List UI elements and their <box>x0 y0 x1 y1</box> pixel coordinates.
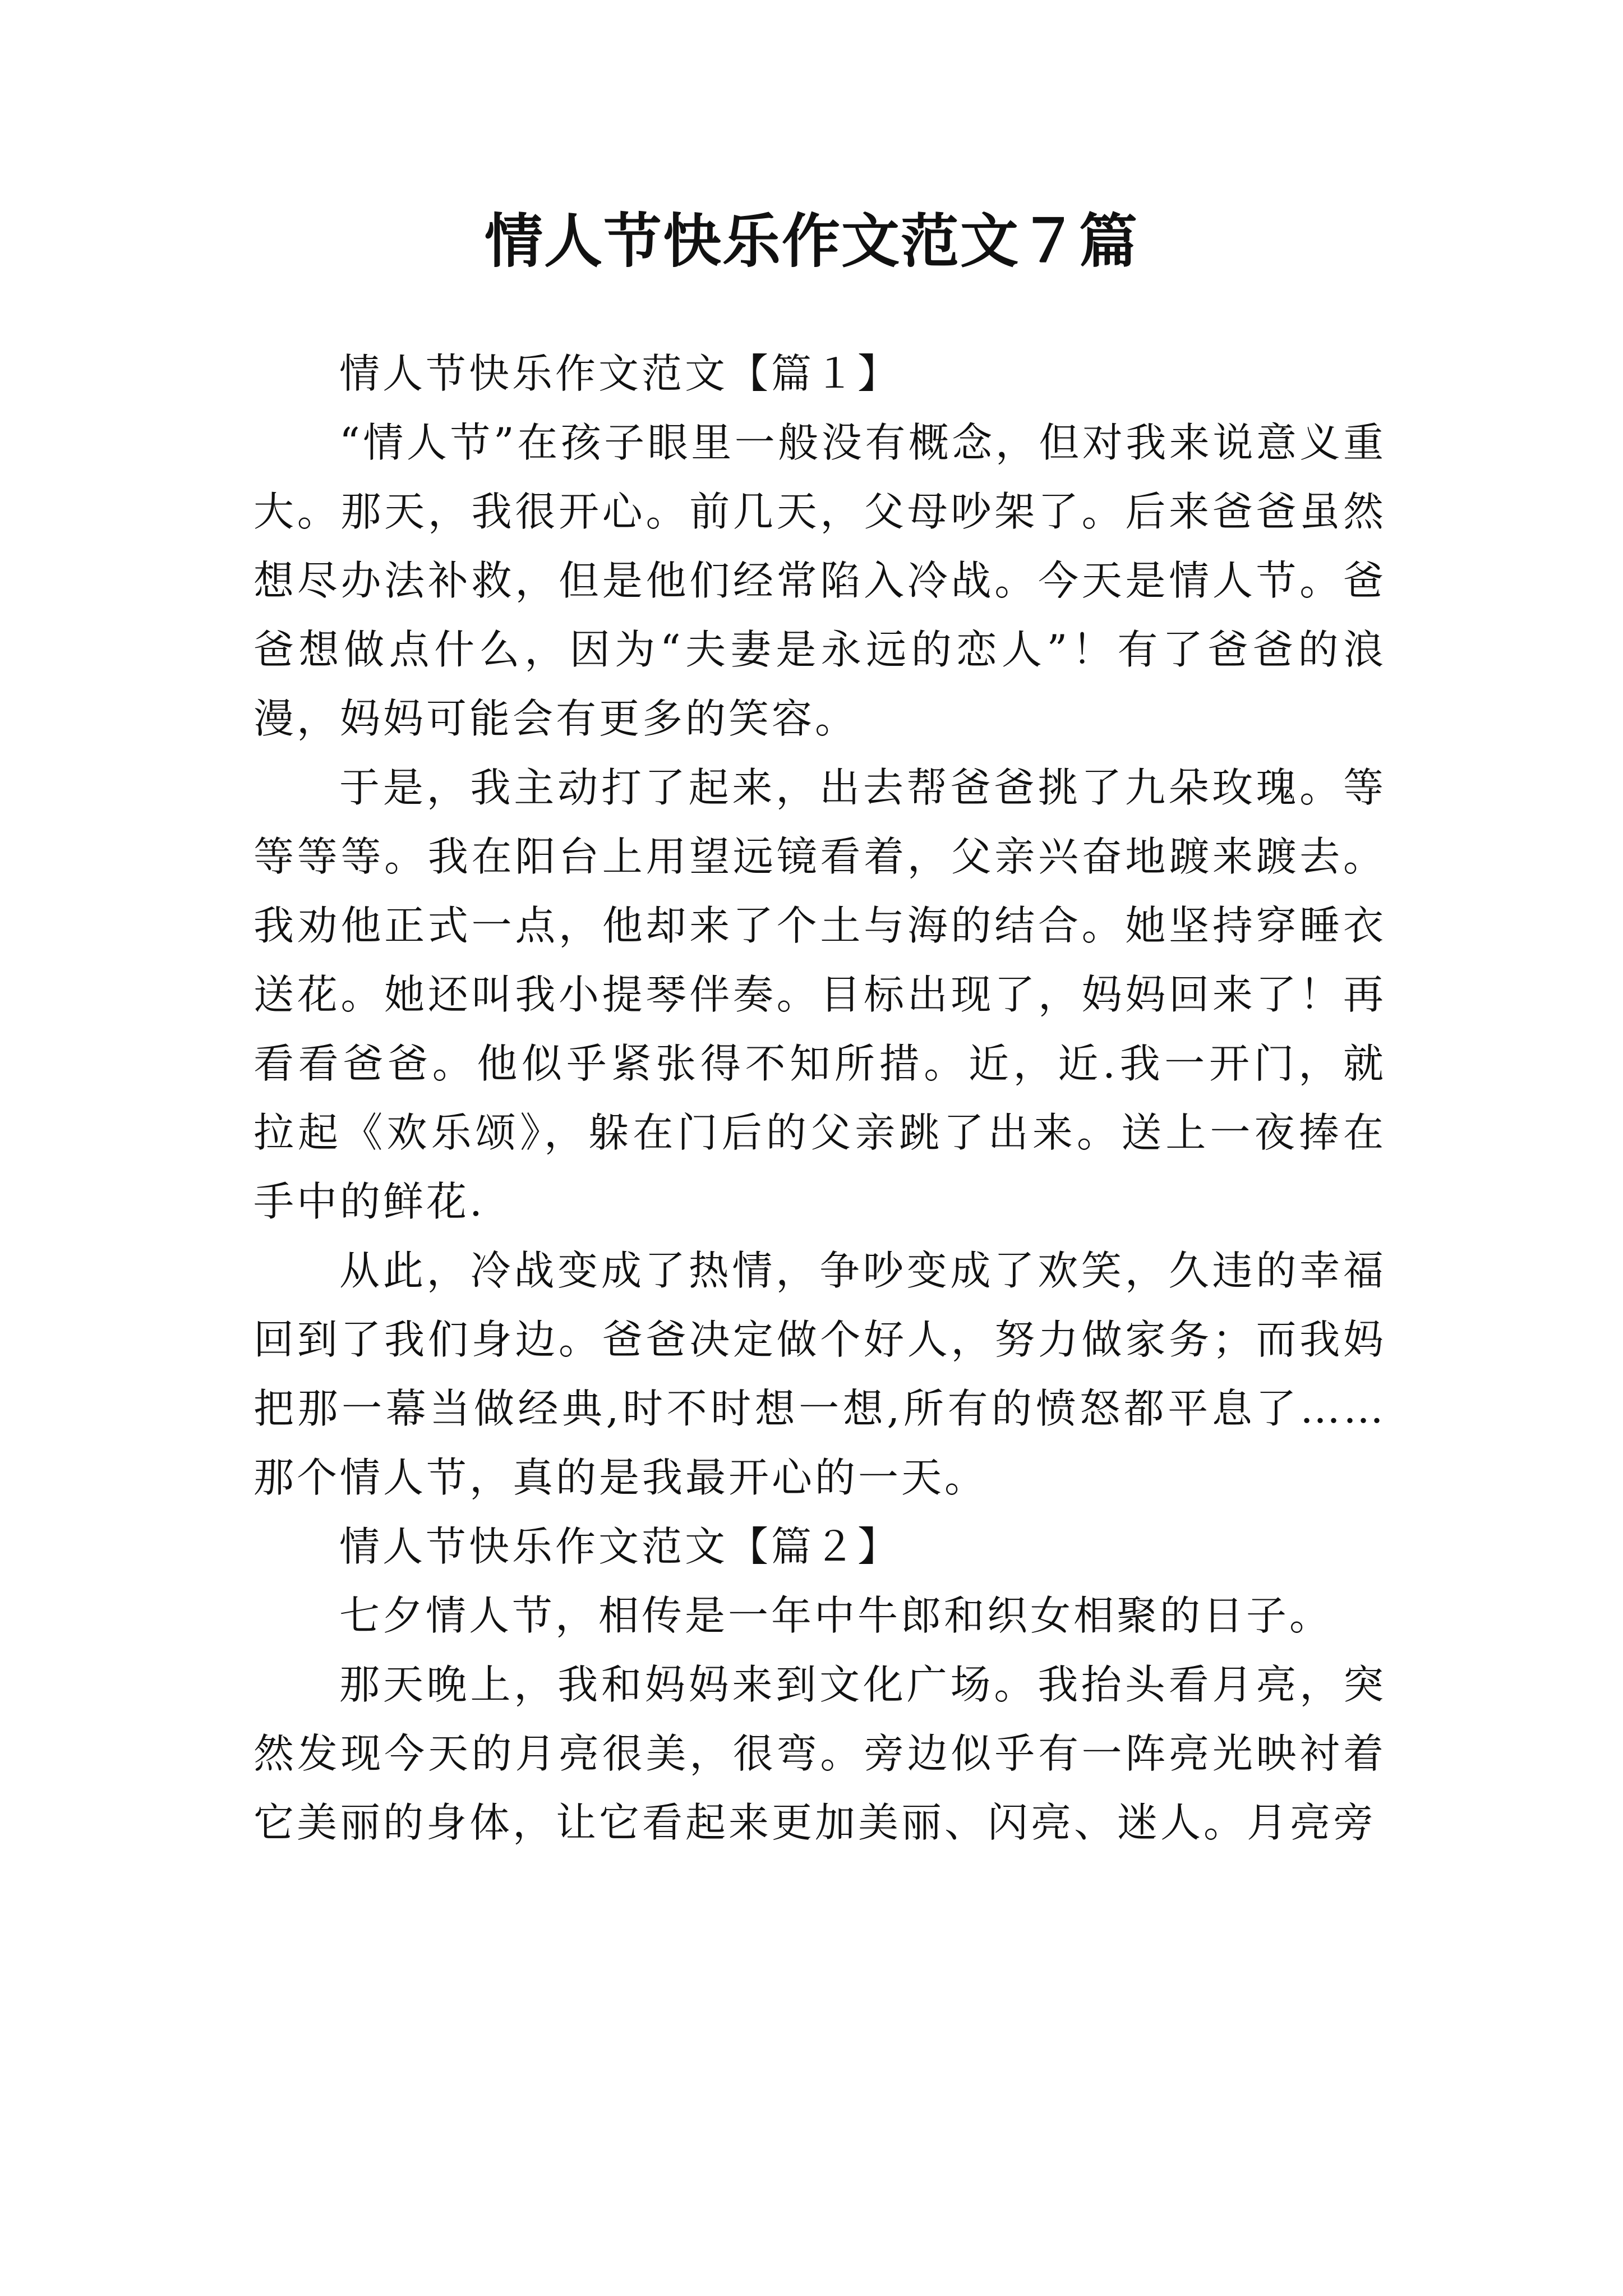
section-heading-1: 情人节快乐作文范文【篇１】 <box>339 350 901 397</box>
body-paragraph: “情人节”在孩子眼里一般没有概念，但对我来说意义重大。那天，我很开心。前几天，父母吵架了。后来爸爸虽然想尽办法补救，但是他们经常陷入冷战。今天是情人节。爸爸想做点什么，因为“夫妻是永远的恋人”！有了爸爸的浪漫，妈妈可能会有更多的笑容。 <box>253 419 1386 742</box>
document-title: 情人节快乐作文范文７篇 <box>484 206 1138 275</box>
body-paragraph: 于是，我主动打了起来，出去帮爸爸挑了九朵玫瑰。等等等等。我在阳台上用望远镜看着，父亲兴奋地踱来踱去。我劝他正式一点，他却来了个土与海的结合。她坚持穿睡衣送花。她还叫我小提琴伴奏。目标出现了，妈妈回来了！再看看爸爸。他似乎紧张得不知所措。近，近.我一开门，就拉起《欢乐颂》，躲在门后的父亲跳了出来。送上一夜捧在手中的鲜花. <box>253 764 1386 1225</box>
body-paragraph: 七夕情人节，相传是一年中牛郎和织女相聚的日子。 <box>339 1592 1333 1639</box>
body-paragraph: 那天晚上，我和妈妈来到文化广场。我抬头看月亮，突然发现今天的月亮很美，很弯。旁边似乎有一阵亮光映衬着它美丽的身体，让它看起来更加美丽、闪亮、迷人。月亮旁 <box>253 1661 1386 1846</box>
document-body <box>253 339 1386 1857</box>
section-heading-2: 情人节快乐作文范文【篇２】 <box>339 1523 901 1570</box>
body-paragraph: 从此，冷战变成了热情，争吵变成了欢笑，久违的幸福回到了我们身边。爸爸决定做个好人，努力做家务；而我妈把那一幕当做经典,时不时想一想,所有的愤怒都平息了……那个情人节，真的是我最开心的一天。 <box>253 1247 1386 1501</box>
